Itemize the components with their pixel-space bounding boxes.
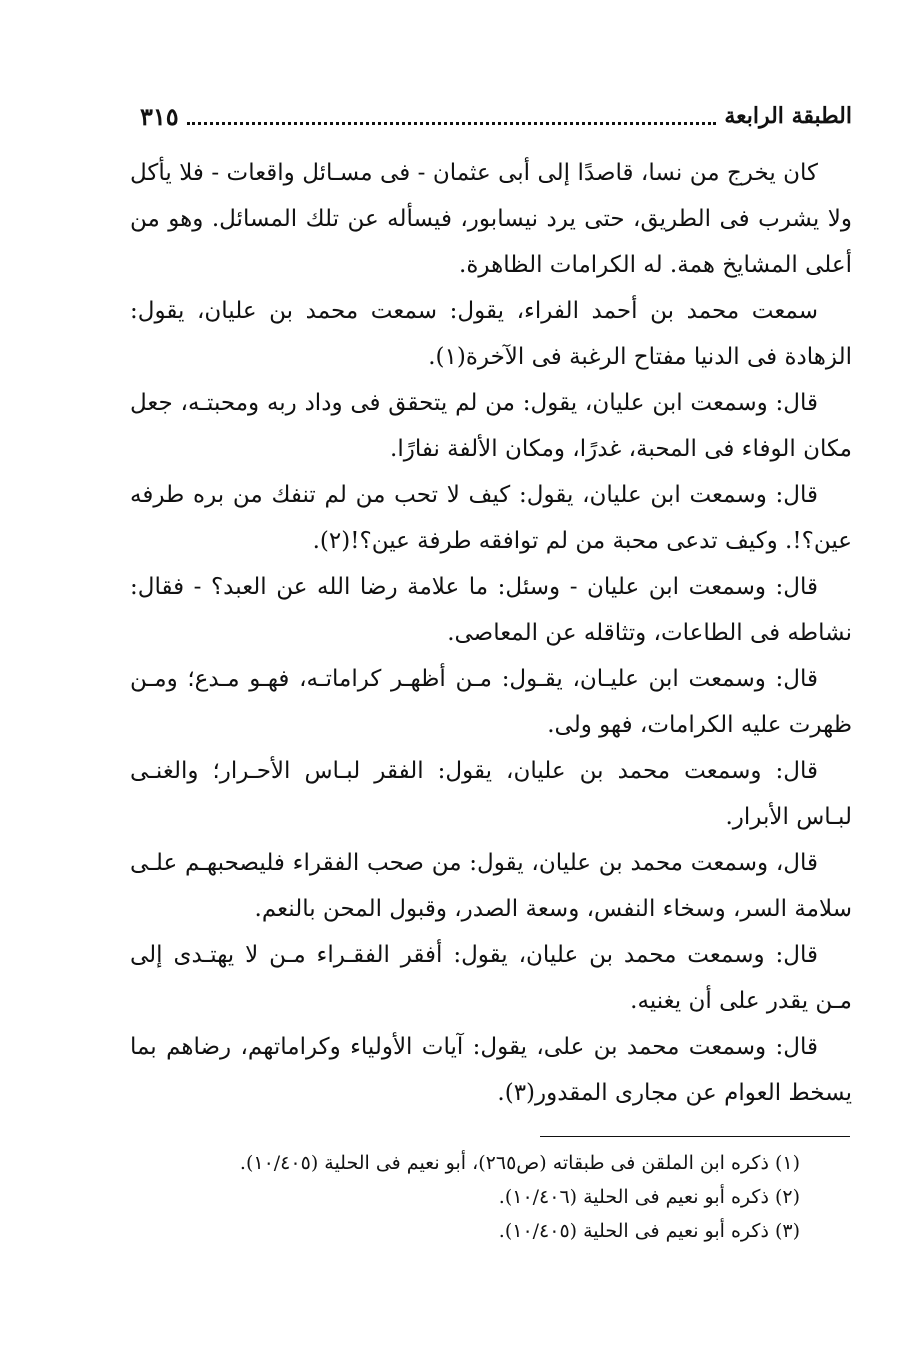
paragraph: قال: وسمعت محمد بن عليان، يقول: أفقر الفقـراء مـن لا يهتـدى إلى مـن يقدر على أن يغنيه. [130, 942, 852, 1014]
paragraph: قال: وسمعت ابن عليان، يقول: من لم يتحقق فى وداد ربه ومحبتـه، جعل مكان الوفاء فى المحبة، غدرًا، ومكان الألفة نفارًا. [130, 390, 852, 462]
paragraph: قال: وسمعت ابن عليان، يقول: كيف لا تحب من لم تنفك من بره طرفه عين؟!. وكيف تدعى محبة من لم توافقه طرفة عين؟!(٢). [130, 482, 852, 554]
paragraph: قال: وسمعت محمد بن عليان، يقول: الفقر لبـاس الأحـرار؛ والغنـى لبـاس الأبرار. [130, 758, 852, 830]
paragraph: كان يخرج من نسا، قاصدًا إلى أبى عثمان - فى مسـائل واقعات - فلا يأكل ولا يشرب فى الطريق، حتى يرد نيسابور، فيسأله عن تلك المسائل. وهو من أعلى المشايخ همة. له الكرامات الظاهرة. [130, 160, 852, 278]
footnote: (٣) ذكره أبو نعيم فى الحلية (١٠/٤٠٥). [498, 1220, 800, 1242]
main-text [130, 150, 852, 1116]
running-header [140, 96, 852, 136]
footnote-separator [540, 1136, 850, 1137]
leader-dots [187, 108, 717, 125]
page-number: ٣١٥ [140, 101, 179, 131]
paragraph: قال، وسمعت محمد بن عليان، يقول: من صحب الفقراء فليصحبهـم علـى سلامة السر، وسخاء النفس، وسعة الصدر، وقبول المحن بالنعم. [130, 850, 852, 922]
chapter-title: الطبقة الرابعة [724, 103, 852, 129]
footnote: (١) ذكره ابن الملقن فى طبقاته (ص٢٦٥)، أبو نعيم فى الحلية (١٠/٤٠٥). [239, 1152, 800, 1174]
footnotes [200, 1146, 800, 1248]
footnote: (٢) ذكره أبو نعيم فى الحلية (١٠/٤٠٦). [498, 1186, 800, 1208]
paragraph: قال: وسمعت محمد بن على، يقول: آيات الأولياء وكراماتهم، رضاهم بما يسخط العوام عن مجارى المقدور(٣). [130, 1034, 852, 1106]
paragraph: قال: وسمعت ابن عليـان، يقـول: مـن أظهـر كراماتـه، فهـو مـدع؛ ومـن ظهرت عليه الكرامات، فهو ولى. [130, 666, 852, 738]
paragraph: سمعت محمد بن أحمد الفراء، يقول: سمعت محمد بن عليان، يقول: الزهادة فى الدنيا مفتاح الرغبة فى الآخرة(١). [130, 298, 852, 370]
paragraph: قال: وسمعت ابن عليان - وسئل: ما علامة رضا الله عن العبد؟ - فقال: نشاطه فى الطاعات، وتثاقله عن المعاصى. [130, 574, 852, 646]
